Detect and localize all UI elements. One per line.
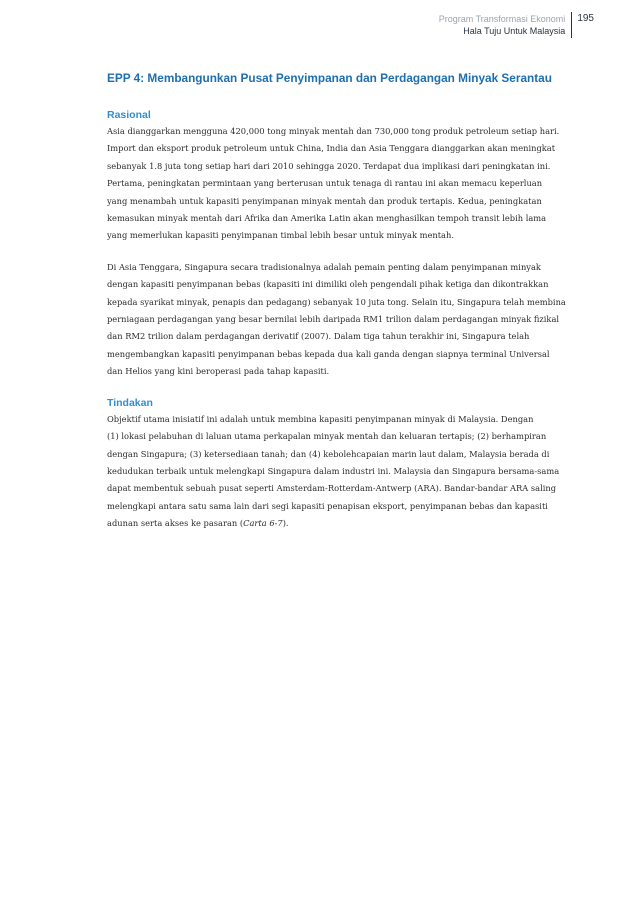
page-title: EPP 4: Membangunkan Pusat Penyimpanan dan Perdagangan Minyak Serantau: [107, 71, 552, 85]
paragraph: [107, 123, 599, 245]
header-publication-title: Program Transformasi Ekonomi: [438, 14, 566, 24]
header-divider: [571, 12, 572, 38]
page-header: [439, 12, 594, 38]
paragraph-spacer: [107, 381, 599, 395]
text-line: kepada syarikat minyak, penapis dan pedagang) sebanyak 10 juta tong. Selain itu, Singapura telah membina: [107, 296, 566, 307]
text-line: dengan Singapura; (3) ketersediaan tanah; dan (4) kebolehcapaian marin laut dalam, Malaysia berada di: [107, 448, 550, 459]
text-line: dan RM2 trilion dalam perdagangan derivatif (2007). Dalam tiga tahun terakhir ini, Singapura telah: [107, 331, 530, 342]
text-line: Objektif utama inisiatif ini adalah untuk membina kapasiti penyimpanan minyak di Malaysia. Dengan: [107, 413, 534, 424]
paragraph: [107, 259, 599, 381]
text-line: mengembangkan kapasiti penyimpanan bebas kepada dua kali ganda dengan siapnya terminal Universal: [107, 348, 550, 359]
document-content: [107, 70, 599, 533]
page-number: 195: [577, 13, 594, 24]
section-heading-rasional: Rasional: [107, 109, 151, 121]
text-line: dapat membentuk sebuah pusat seperti Amsterdam-Rotterdam-Antwerp (ARA). Bandar-bandar ARA saling: [107, 483, 557, 494]
chart-reference: Carta 6-7: [243, 518, 283, 529]
paragraph-spacer: [107, 245, 599, 259]
text-line: (1) lokasi pelabuhan di laluan utama perkapalan minyak mentah dan keluaran tertapis; (2) berhampiran: [107, 431, 547, 442]
text-line: perniagaan perdagangan yang besar bernilai lebih daripada RM1 trilion dalam perdagangan minyak fizikal: [107, 314, 560, 325]
text-line-last: [107, 515, 599, 532]
text-line: Import dan eksport produk petroleum untuk China, India dan Asia Tenggara dianggarkan akan meningkat: [107, 143, 556, 154]
header-publication-subtitle: Hala Tuju Untuk Malaysia: [463, 26, 566, 36]
text-line: melengkapi antara satu sama lain dari segi kapasiti penapisan eksport, penyimpanan bebas dan kapasiti: [107, 500, 548, 511]
text-line: Asia dianggarkan mengguna 420,000 tong minyak mentah dan 730,000 tong produk petroleum setiap hari.: [107, 126, 560, 136]
text-line: Di Asia Tenggara, Singapura secara tradisionalnya adalah pemain penting dalam penyimpanan minyak: [107, 261, 541, 272]
text-line: sebanyak 1.8 juta tong setiap hari dari 2010 sehingga 2020. Terdapat dua implikasi dari peningkatan ini.: [107, 160, 551, 171]
text-line: yang menambah untuk kapasiti penyimpanan minyak mentah dan produk tertapis. Kedua, peningkatan: [107, 195, 542, 206]
text-line: dan Helios yang kini beroperasi pada tahap kapasiti.: [107, 366, 330, 377]
text-line: Pertama, peningkatan permintaan yang berterusan untuk tenaga di rantau ini akan memacu keperluan: [107, 178, 543, 189]
text-line: yang memerlukan kapasiti penyimpanan timbal lebih besar untuk minyak mentah.: [107, 230, 454, 241]
text-line: kemasukan minyak mentah dari Afrika dan Amerika Latin akan menghasilkan tempoh transit lebih lama: [107, 213, 547, 224]
text-fragment: adunan serta akses ke pasaran (: [107, 518, 244, 529]
paragraph: [107, 411, 599, 533]
text-line: kedudukan terbaik untuk melengkapi Singapura dalam industri ini. Malaysia dan Singapura bersama-sama: [107, 465, 560, 476]
text-fragment: ).: [282, 518, 289, 529]
header-text: [439, 12, 572, 38]
text-line: dengan kapasiti penyimpanan bebas (kapasiti ini dimiliki oleh pengendali pihak ketiga dan dikontrakkan: [107, 279, 549, 290]
section-heading-tindakan: Tindakan: [107, 396, 153, 409]
